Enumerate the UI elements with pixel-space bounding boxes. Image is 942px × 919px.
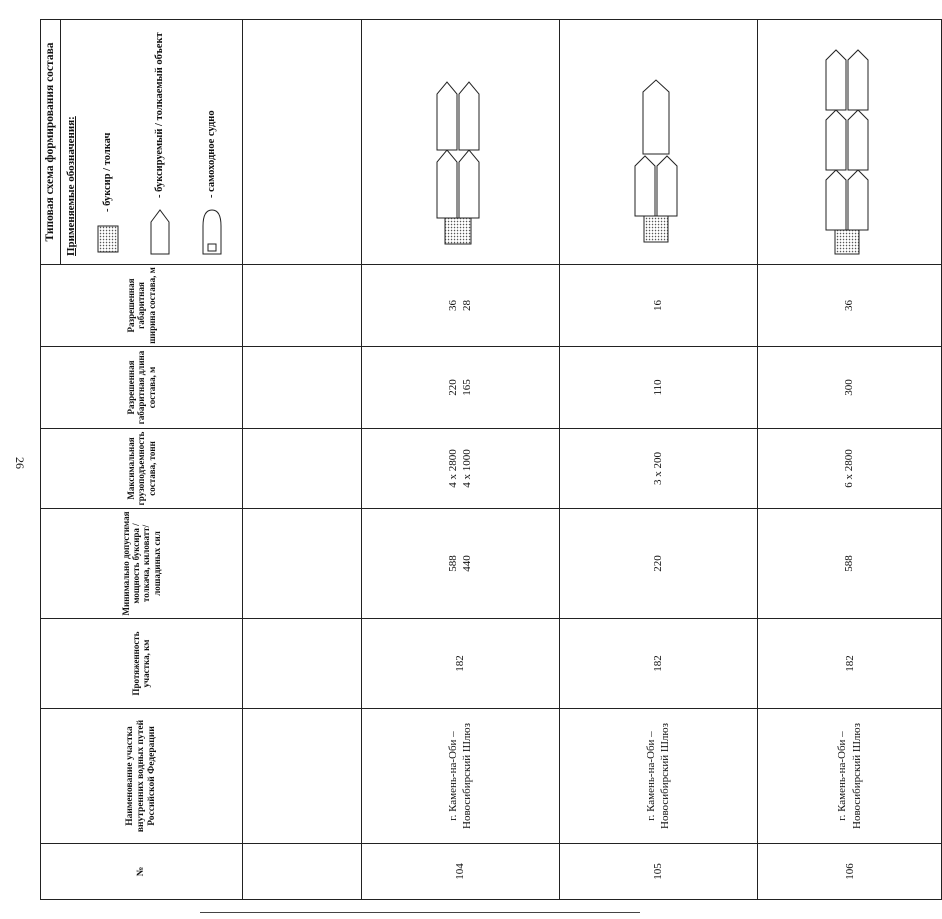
- table-row: [242, 20, 361, 900]
- cell-scheme: [757, 20, 942, 265]
- cell-plen: 110: [559, 347, 757, 429]
- tug-square-icon: [96, 222, 120, 256]
- cell-length: 182: [559, 619, 757, 709]
- legend-row-barge: [134, 28, 186, 256]
- cell-power: [242, 509, 361, 619]
- convoy-table: [40, 19, 942, 900]
- cell-name: г. Камень-на-Оби – Новосибирский Шлюз: [361, 709, 559, 844]
- legend-label-tug: - буксир / толкач: [101, 132, 113, 212]
- table-row: [757, 20, 942, 900]
- legend-label-ship: - самоходное судно: [205, 110, 217, 198]
- header-allowed-length: Разрешенная габаритная длина состава, м: [41, 347, 243, 429]
- cell-plen: 300: [757, 347, 942, 429]
- bottom-rule: [200, 912, 640, 913]
- header-num: №: [41, 844, 243, 900]
- header-section-name: Наименование участка внутренних водных путей Российской Федерации: [41, 709, 243, 844]
- cell-num: 104: [361, 844, 559, 900]
- cell-pwid: 36 28: [361, 265, 559, 347]
- cell-scheme: [361, 20, 559, 265]
- legend-title: Применяемые обозначения:: [65, 116, 78, 256]
- header-max-capacity: Максимальная грузоподъемность состава, тонн: [41, 429, 243, 509]
- legend-label-barge: - буксируемый / толкаемый объект: [153, 32, 165, 198]
- cell-name: [242, 709, 361, 844]
- cell-pwid: 16: [559, 265, 757, 347]
- header-length: Протяженность участка, км: [41, 619, 243, 709]
- cell-num: [242, 844, 361, 900]
- cell-name: г. Камень-на-Оби – Новосибирский Шлюз: [757, 709, 942, 844]
- cell-capacity: 4 x 2800 4 x 1000: [361, 429, 559, 509]
- legend: [61, 20, 242, 264]
- cell-plen: [242, 347, 361, 429]
- page-number: 26: [13, 457, 27, 469]
- scheme-2plus1-diagram: [606, 22, 706, 262]
- cell-name: г. Камень-на-Оби – Новосибирский Шлюз: [559, 709, 757, 844]
- scheme-3x2-diagram: [797, 22, 897, 262]
- table-row: [559, 20, 757, 900]
- cell-pwid: 36: [757, 265, 942, 347]
- cell-length: 182: [757, 619, 942, 709]
- header-scheme: Типовая схема формирования состава: [41, 20, 61, 264]
- header-row: [41, 20, 243, 900]
- cell-pwid: [242, 265, 361, 347]
- cell-power: 588 440: [361, 509, 559, 619]
- header-allowed-width: Разрешенная габаритная ширина состава, м: [41, 265, 243, 347]
- cell-power: 588: [757, 509, 942, 619]
- cell-capacity: 3 x 200: [559, 429, 757, 509]
- rotated-table-container: [40, 20, 863, 900]
- cell-capacity: [242, 429, 361, 509]
- cell-num: 106: [757, 844, 942, 900]
- legend-row-ship: [186, 28, 238, 256]
- cell-plen: 220 165: [361, 347, 559, 429]
- header-scheme-cell: [41, 20, 243, 265]
- cell-length: [242, 619, 361, 709]
- header-min-power: Минимально допустимая мощность буксира / толкача, киловатт/лошадиных сил: [41, 509, 243, 619]
- cell-num: 105: [559, 844, 757, 900]
- table-row: [361, 20, 559, 900]
- cell-length: 182: [361, 619, 559, 709]
- barge-arrow-icon: [145, 208, 175, 256]
- legend-row-tug: [82, 28, 134, 256]
- scheme-2x2-diagram: [408, 22, 508, 262]
- cell-scheme-empty: [242, 20, 361, 265]
- cell-scheme: [559, 20, 757, 265]
- cell-capacity: 6 x 2800: [757, 429, 942, 509]
- self-propelled-ship-icon: [197, 208, 227, 256]
- cell-power: 220: [559, 509, 757, 619]
